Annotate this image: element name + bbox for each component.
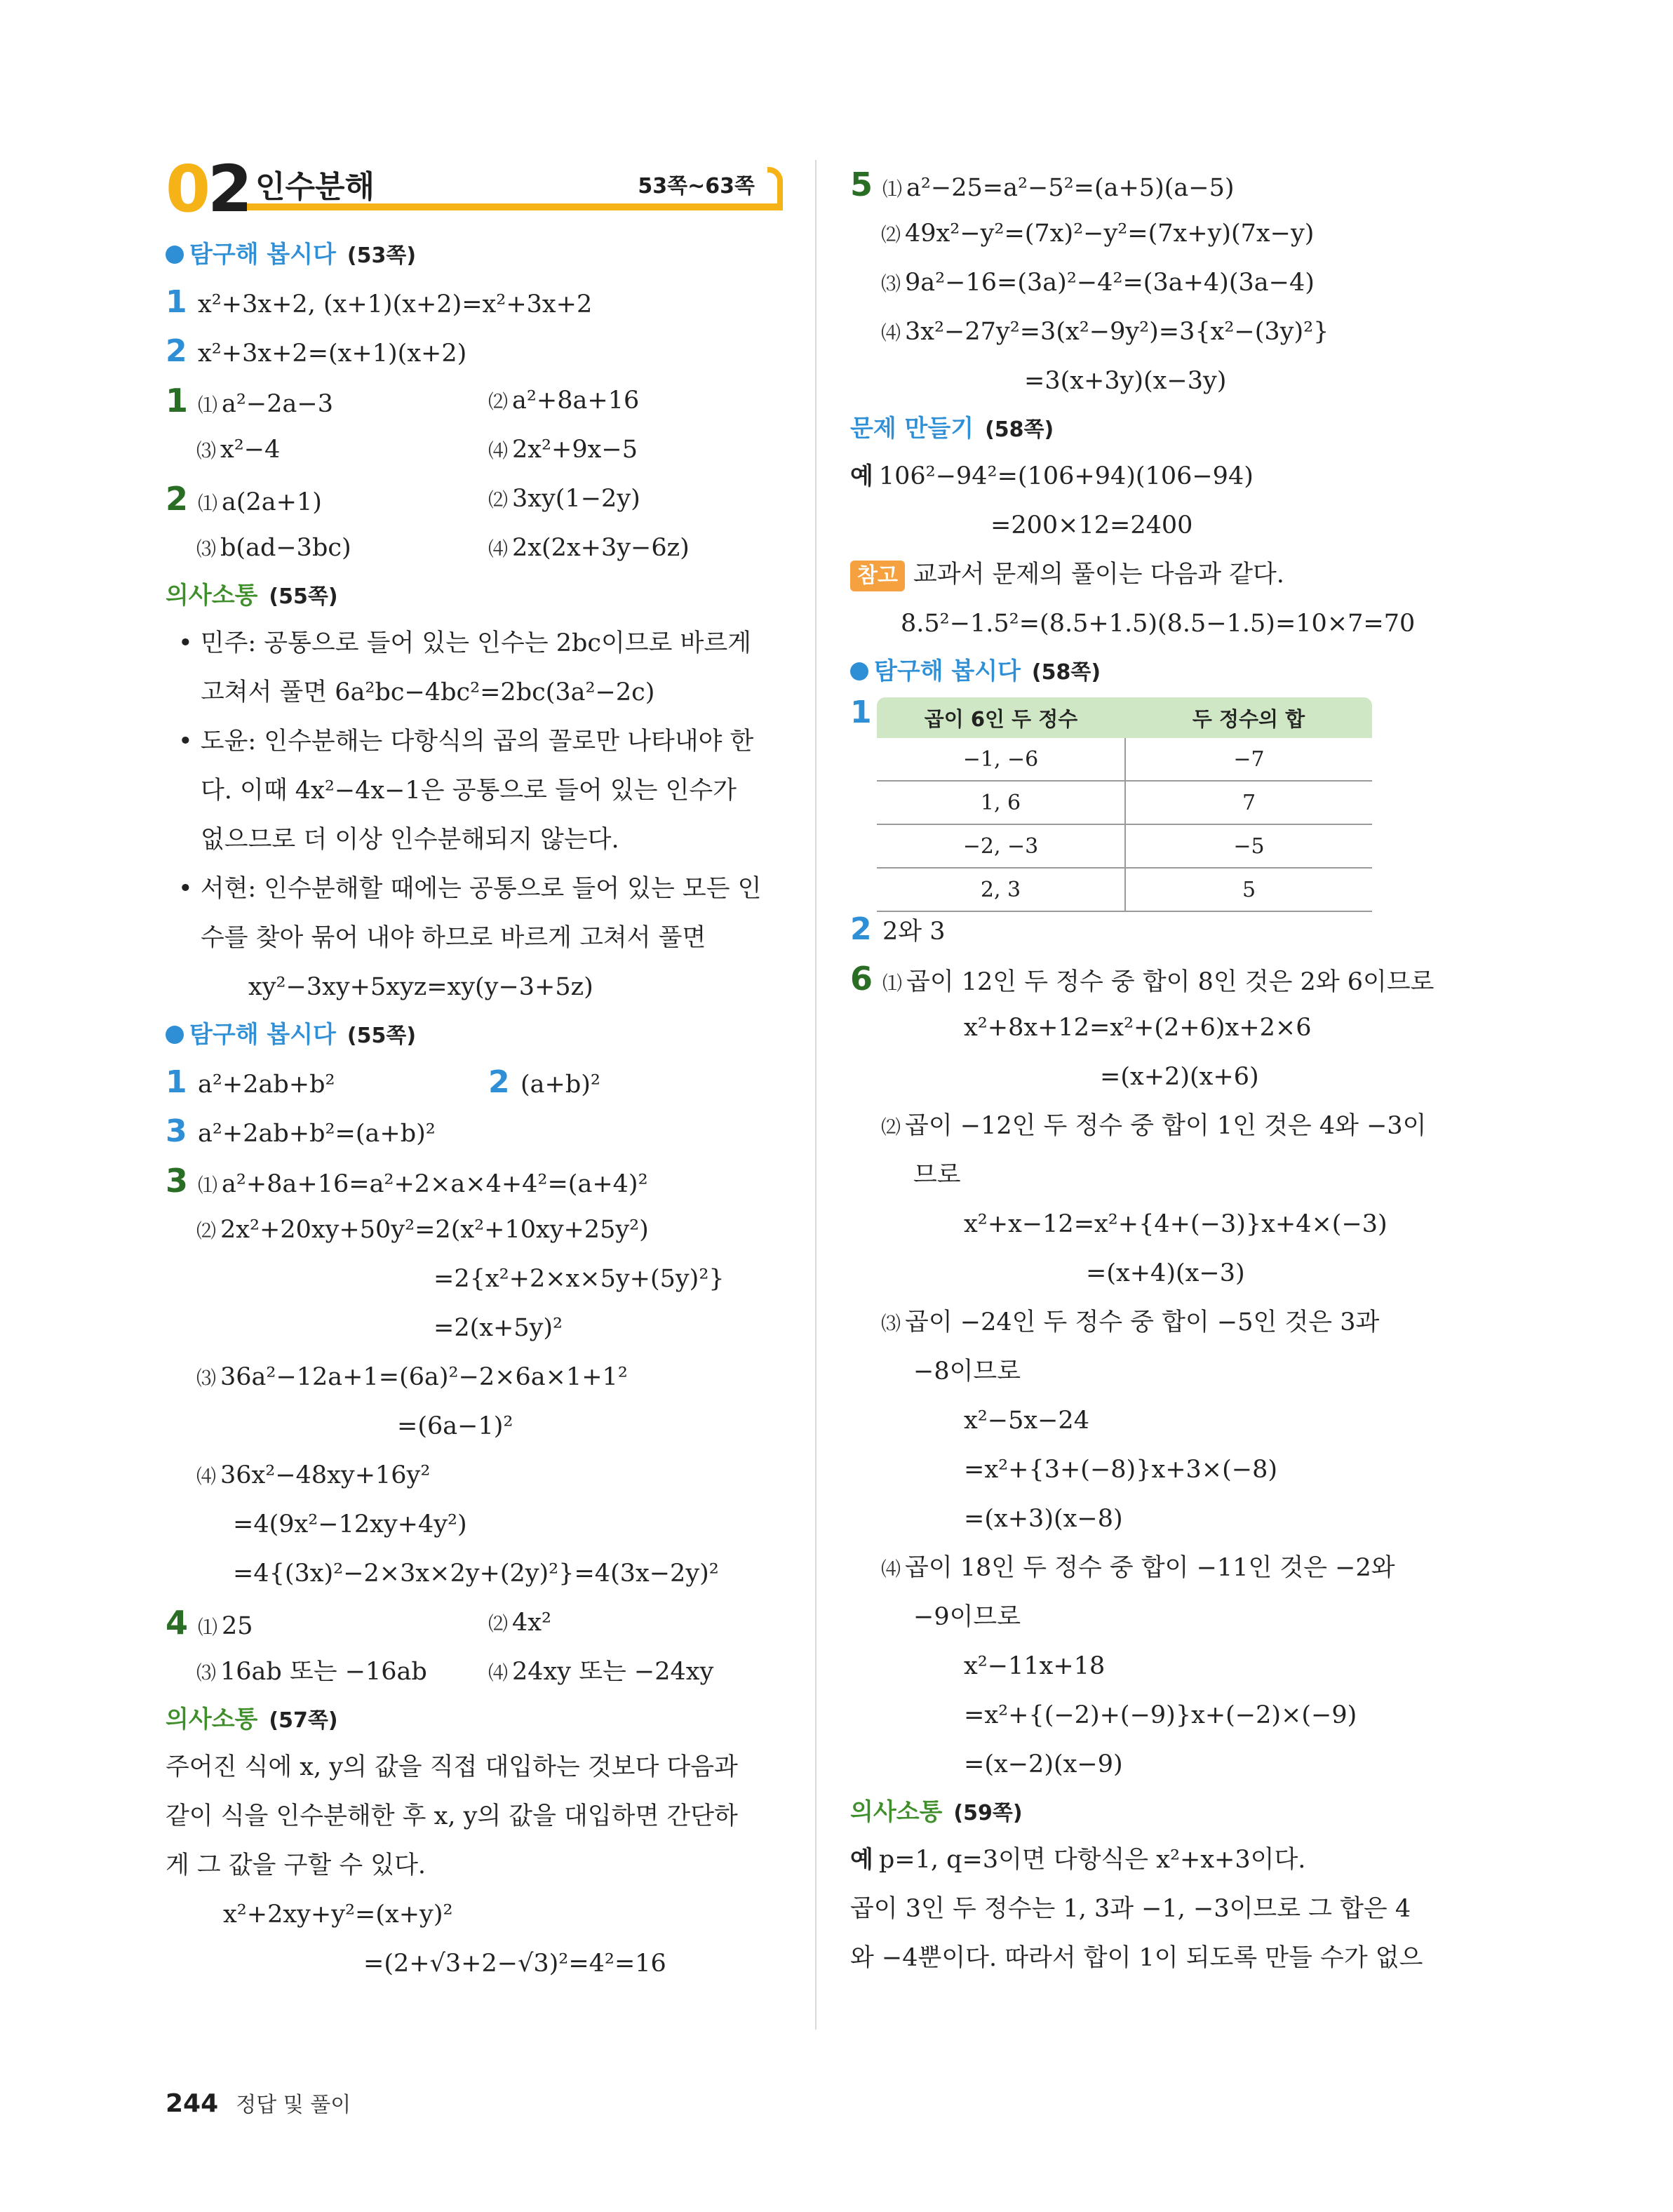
bullet-dot xyxy=(166,246,184,264)
problem-2: 2 ⑴ a(2a+1) ⑵ 3xy(1−2y) xyxy=(166,480,640,518)
math-line: =x²+{3+(−8)}x+3×(−8) xyxy=(964,1456,1278,1484)
right-column xyxy=(850,160,1481,1983)
text-line: 므로 xyxy=(913,1161,961,1189)
math-line: 8.5²−1.5²=(8.5+1.5)(8.5−1.5)=10×7=70 xyxy=(901,610,1416,638)
problem-2-row2: ⑶ b(ad−3bc) ⑷ 2x(2x+3y−6z) xyxy=(196,534,690,562)
table-header: 두 정수의 합 xyxy=(1125,697,1372,738)
math-line: =3(x+3y)(x−3y) xyxy=(1024,367,1227,395)
answer-line: 2 x²+3x+2=(x+1)(x+2) xyxy=(166,333,467,369)
text-line: 곱이 3인 두 정수는 1, 3과 −1, −3이므로 그 합은 4 xyxy=(850,1895,1411,1923)
math-line: ⑶ 36a²−12a+1=(6a)²−2×6a×1+1² xyxy=(196,1363,628,1391)
problem-6: 6 ⑴ 곱이 12인 두 정수 중 합이 8인 것은 2와 6이므로 xyxy=(850,960,1435,998)
section-title: 인수분해 xyxy=(255,169,375,205)
math-line: x²−5x−24 xyxy=(964,1407,1089,1435)
problem-1: 1 ⑴ a²−2a−3 ⑵ a²+8a+16 xyxy=(166,382,640,420)
math-line: =(x+3)(x−8) xyxy=(964,1505,1123,1533)
header-bar-hook xyxy=(767,167,783,210)
heading-make-problem: 문제 만들기 (58쪽) xyxy=(850,415,1054,443)
left-column xyxy=(166,232,783,1988)
math-line: x²−11x+18 xyxy=(964,1652,1106,1680)
section-header xyxy=(166,152,783,227)
column-divider xyxy=(815,160,817,2030)
text-line: 와 −4뿐이다. 따라서 합이 1이 되도록 만들 수가 없으 xyxy=(850,1944,1423,1972)
section-number: 02 xyxy=(166,152,250,227)
problem-4: 4 ⑴ 25 ⑵ 4x² xyxy=(166,1604,552,1642)
table-problem-number: 1 xyxy=(850,695,872,730)
math-line: =2{x²+2×x×5y+(5y)²} xyxy=(434,1265,725,1293)
table-row xyxy=(877,738,1372,781)
math-line: =(6a−1)² xyxy=(397,1412,513,1440)
table-block xyxy=(850,695,1481,905)
example-line: 예 106²−94²=(106+94)(106−94) xyxy=(850,462,1254,490)
heading-explore: 탐구해 봅시다 (58쪽) xyxy=(850,648,1481,695)
page-number: 244 xyxy=(166,2089,219,2118)
math-line: ⑵ 49x²−y²=(7x)²−y²=(7x+y)(7x−y) xyxy=(881,220,1315,248)
page-footer xyxy=(166,2087,351,2118)
math-line: ⑵ 2x²+20xy+50y²=2(x²+10xy+25y²) xyxy=(196,1216,649,1244)
math-line: =2(x+5y)² xyxy=(434,1314,563,1342)
table-cell: 5 xyxy=(1125,868,1372,911)
math-line: x²+x−12=x²+{4+(−3)}x+4×(−3) xyxy=(964,1210,1388,1238)
text-line: 게 그 값을 구할 수 있다. xyxy=(166,1851,426,1879)
math-line: xy²−3xy+5xyz=xy(y−3+5z) xyxy=(248,973,593,1001)
note-tag: 참고 xyxy=(850,561,905,591)
answer-line: 1 x²+3x+2, (x+1)(x+2)=x²+3x+2 xyxy=(166,284,593,320)
page-footer-title: 정답 및 풀이 xyxy=(236,2093,351,2117)
bullet-dot xyxy=(166,1026,184,1044)
text-line: −8이므로 xyxy=(913,1358,1021,1386)
math-line: =4{(3x)²−2×3x×2y+(2y)²}=4(3x−2y)² xyxy=(233,1560,719,1588)
text-line: 없으므로 더 이상 인수분해되지 않는다. xyxy=(201,826,619,854)
answer-line: 3 a²+2ab+b²=(a+b)² xyxy=(166,1113,436,1149)
table-cell: 7 xyxy=(1125,781,1372,824)
note-line: 참고 교과서 문제의 풀이는 다음과 같다. xyxy=(850,550,1481,599)
heading-explore: 탐구해 봅시다 (53쪽) xyxy=(166,232,783,278)
text-line: • 서현: 인수분해할 때에는 공통으로 들어 있는 모든 인 xyxy=(178,875,762,903)
example-line: 예 p=1, q=3이면 다항식은 x²+x+3이다. xyxy=(850,1846,1306,1874)
text-line: 수를 찾아 묶어 내야 하므로 바르게 고쳐서 풀면 xyxy=(201,924,706,952)
section-pages: 53쪽~63쪽 xyxy=(638,174,755,199)
text-line: ⑶ 곱이 −24인 두 정수 중 합이 −5인 것은 3과 xyxy=(881,1308,1380,1336)
table-cell: 2, 3 xyxy=(877,868,1125,911)
math-line: ⑶ 9a²−16=(3a)²−4²=(3a+4)(3a−4) xyxy=(881,269,1315,297)
math-line: =(x+4)(x−3) xyxy=(1086,1259,1245,1287)
table-cell: −1, −6 xyxy=(877,738,1125,781)
math-line: =4(9x²−12xy+4y²) xyxy=(233,1510,467,1539)
math-line: =(x+2)(x+6) xyxy=(1100,1063,1259,1091)
text-line: 주어진 식에 x, y의 값을 직접 대입하는 것보다 다음과 xyxy=(166,1753,738,1781)
bullet-dot xyxy=(850,662,868,681)
table-cell: −2, −3 xyxy=(877,824,1125,868)
heading-communication: 의사소통 (55쪽) xyxy=(166,582,338,610)
math-line: =(x−2)(x−9) xyxy=(964,1750,1123,1778)
table-row xyxy=(877,824,1372,868)
table-cell: 1, 6 xyxy=(877,781,1125,824)
answer-line: 2 2와 3 xyxy=(850,911,946,947)
example-label: 예 xyxy=(850,462,873,490)
heading-communication: 의사소통 (59쪽) xyxy=(850,1798,1023,1826)
problem-5: 5 ⑴ a²−25=a²−5²=(a+5)(a−5) xyxy=(850,166,1235,203)
table-header: 곱이 6인 두 정수 xyxy=(877,697,1125,738)
problem-1-row2: ⑶ x²−4 ⑷ 2x²+9x−5 xyxy=(196,436,638,464)
text-line: 고쳐서 풀면 6a²bc−4bc²=2bc(3a²−2c) xyxy=(201,678,655,706)
math-line: ⑷ 36x²−48xy+16y² xyxy=(196,1461,431,1489)
math-line: =200×12=2400 xyxy=(990,511,1193,539)
text-line: 같이 식을 인수분해한 후 x, y의 값을 대입하면 간단하 xyxy=(166,1802,738,1830)
math-line: x²+8x+12=x²+(2+6)x+2×6 xyxy=(964,1014,1312,1042)
example-label: 예 xyxy=(850,1846,873,1874)
text-line: ⑷ 곱이 18인 두 정수 중 합이 −11인 것은 −2와 xyxy=(881,1554,1395,1582)
integer-pairs-table xyxy=(877,697,1372,912)
answer-line: 1 a²+2ab+b² 2 (a+b)² xyxy=(166,1064,600,1100)
table-cell: −5 xyxy=(1125,824,1372,868)
text-line: • 도윤: 인수분해는 다항식의 곱의 꼴로만 나타내야 한 xyxy=(178,728,754,756)
problem-3: 3 ⑴ a²+8a+16=a²+2×a×4+4²=(a+4)² xyxy=(166,1162,648,1200)
text-line: ⑵ 곱이 −12인 두 정수 중 합이 1인 것은 4와 −3이 xyxy=(881,1112,1427,1140)
text-line: • 민주: 공통으로 들어 있는 인수는 2bc이므로 바르게 xyxy=(178,629,751,657)
table-row xyxy=(877,781,1372,824)
text-line: −9이므로 xyxy=(913,1603,1021,1631)
heading-communication: 의사소통 (57쪽) xyxy=(166,1705,338,1734)
math-line: ⑷ 3x²−27y²=3(x²−9y²)=3{x²−(3y)²} xyxy=(881,318,1329,346)
math-line: =(2+√3+2−√3)²=4²=16 xyxy=(363,1950,666,1978)
heading-explore: 탐구해 봅시다 (55쪽) xyxy=(166,1012,783,1058)
math-line: =x²+{(−2)+(−9)}x+(−2)×(−9) xyxy=(964,1701,1357,1729)
math-line: x²+2xy+y²=(x+y)² xyxy=(223,1901,453,1929)
table-cell: −7 xyxy=(1125,738,1372,781)
text-line: 다. 이때 4x²−4x−1은 공통으로 들어 있는 인수가 xyxy=(201,777,737,805)
problem-4-row2: ⑶ 16ab 또는 −16ab ⑷ 24xy 또는 −24xy xyxy=(196,1658,714,1686)
